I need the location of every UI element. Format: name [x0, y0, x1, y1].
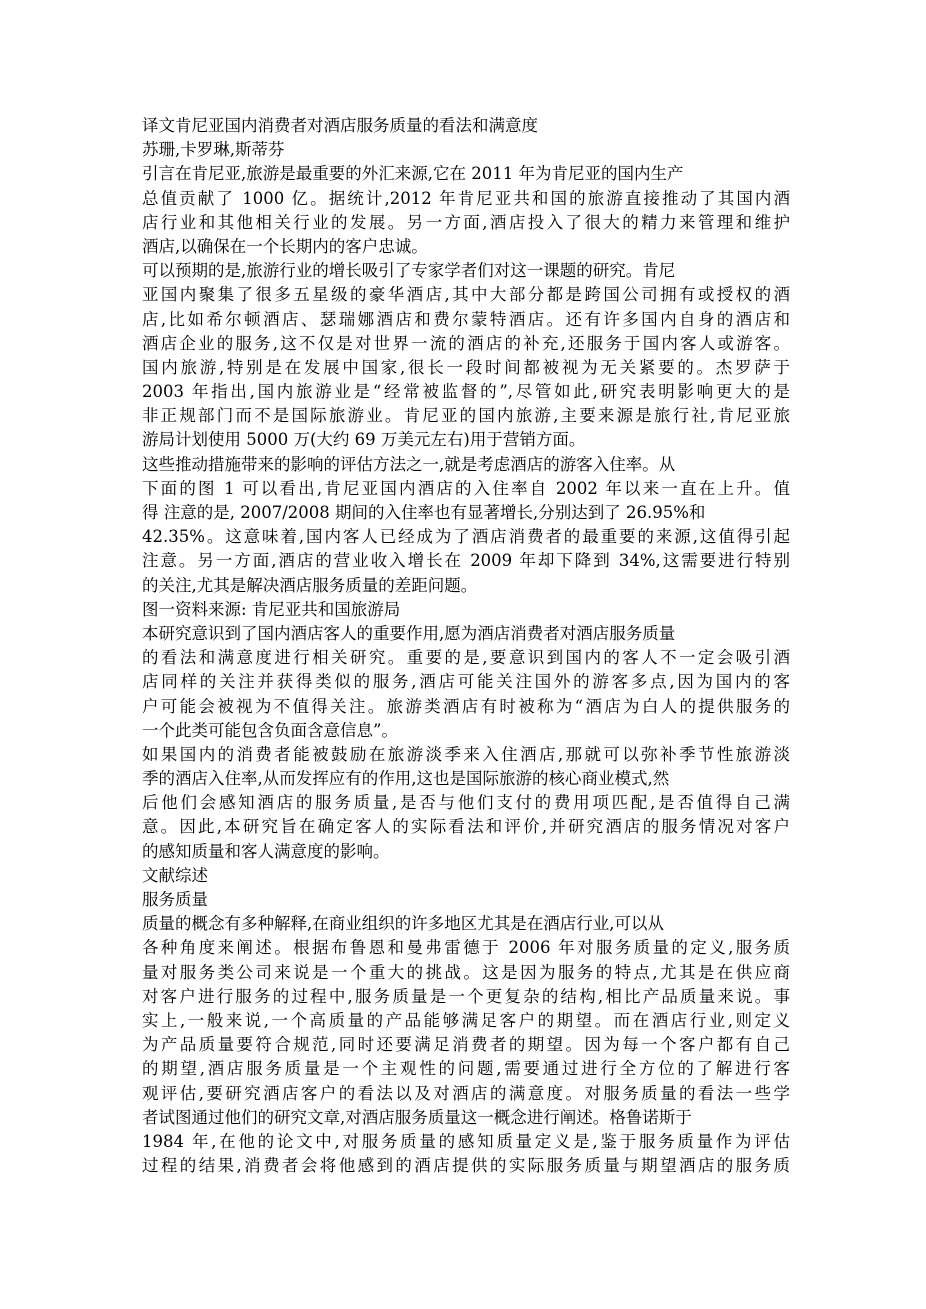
text-line: 如果国内的消费者能被鼓励在旅游淡季来入住酒店,那就可以弥补季节性旅游淡	[142, 744, 790, 764]
text-line: 实上,一般来说,一个高质量的产品能够满足客户的期望。而在酒店行业,则定义	[142, 1010, 790, 1030]
figure-caption: 图一资料来源: 肯尼亚共和国旅游局	[142, 599, 401, 619]
text-line: 酒店,以确保在一个长期内的客户忠诚。	[142, 236, 428, 256]
text-line: 得 注意的是, 2007/2008 期间的入住率也有显著增长,分别达到了 26.95%和	[142, 503, 706, 522]
document-authors: 苏珊,卡罗琳,斯蒂芬	[142, 140, 285, 160]
subsection-heading: 服务质量	[142, 890, 208, 909]
text-line: 这些推动措施带来的影响的评估方法之一,就是考虑酒店的游客入住率。从	[142, 454, 676, 474]
text-line: 总值贡献了 1000 亿。据统计,2012 年肯尼亚共和国的旅游直接推动了其国内酒	[142, 188, 790, 208]
text-line: 者试图通过他们的研究文章,对酒店服务质量这一概念进行阐述。格鲁诺斯于	[142, 1107, 692, 1127]
text-line: 意。因此,本研究旨在确定客人的实际看法和评价,并研究酒店的服务情况对客户	[142, 817, 790, 837]
text-line: 观评估,要研究酒店客户的看法以及对酒店的满意度。对服务质量的看法一些学	[142, 1083, 790, 1103]
text-line: 的期望,酒店服务质量是一个主观性的问题,需要通过进行全方位的了解进行客	[142, 1059, 790, 1079]
text-line: 后他们会感知酒店的服务质量,是否与他们支付的费用项匹配,是否值得自己满	[142, 793, 790, 813]
text-line: 可以预期的是,旅游行业的增长吸引了专家学者们对这一课题的研究。肯尼	[142, 261, 676, 281]
text-line: 的关注,尤其是解决酒店服务质量的差距问题。	[142, 575, 478, 595]
text-line: 的感知质量和客人满意度的影响。	[142, 841, 390, 861]
text-line: 42.35%。这意味着,国内客人已经成为了酒店消费者的最重要的来源,这值得引起	[142, 527, 790, 547]
text-line: 的看法和满意度进行相关研究。重要的是,要意识到国内的客人不一定会吸引酒	[142, 648, 790, 668]
text-line: 非正规部门而不是国际旅游业。肯尼亚的国内旅游,主要来源是旅行社,肯尼亚旅	[142, 406, 790, 426]
text-line: 注意。另一方面,酒店的营业收入增长在 2009 年却下降到 34%,这需要进行特别	[142, 551, 790, 571]
text-line: 本研究意识到了国内酒店客人的重要作用,愿为酒店消费者对酒店服务质量	[142, 623, 676, 643]
text-line: 店,比如希尔顿酒店、瑟瑞娜酒店和费尔蒙特酒店。还有许多国内自身的酒店和	[142, 309, 790, 329]
text-line: 国内旅游,特别是在发展中国家,很长一段时间都被视为无关紧要的。杰罗萨于	[142, 357, 790, 377]
text-line: 对客户进行服务的过程中,服务质量是一个更复杂的结构,相比产品质量来说。事	[142, 986, 790, 1006]
text-line: 引言在肯尼亚,旅游是最重要的外汇来源,它在 2011 年为肯尼亚的国内生产	[142, 164, 684, 184]
text-line: 下面的图 1 可以看出,肯尼亚国内酒店的入住率自 2002 年以来一直在上升。值	[142, 478, 790, 498]
document-page	[142, 114, 790, 1178]
text-line: 过程的结果,消费者会将他感到的酒店提供的实际服务质量与期望酒店的服务质	[142, 1156, 790, 1176]
text-line: 2003 年指出,国内旅游业是“经常被监督的”,尽管如此,研究表明影响更大的是	[142, 382, 790, 402]
text-line: 酒店企业的服务,这不仅是对世界一流的酒店的补充,还服务于国内客人或游客。	[142, 333, 790, 353]
document-title: 译文肯尼亚国内消费者对酒店服务质量的看法和满意度	[142, 116, 538, 135]
text-line: 店行业和其他相关行业的发展。另一方面,酒店投入了很大的精力来管理和维护	[142, 212, 790, 232]
text-line: 一个此类可能包含负面含意信息”。	[142, 720, 398, 740]
section-heading: 文献综述	[142, 865, 208, 885]
text-line: 量对服务类公司来说是一个重大的挑战。这是因为服务的特点,尤其是在供应商	[142, 962, 790, 982]
text-line: 各种角度来阐述。根据布鲁恩和曼弗雷德于 2006 年对服务质量的定义,服务质	[142, 938, 790, 958]
text-line: 户可能会被视为不值得关注。旅游类酒店有时被称为“酒店为白人的提供服务的	[142, 696, 790, 716]
text-line: 亚国内聚集了很多五星级的豪华酒店,其中大部分都是跨国公司拥有或授权的酒	[142, 285, 790, 305]
text-line: 1984 年,在他的论文中,对服务质量的感知质量定义是,鉴于服务质量作为评估	[142, 1131, 790, 1151]
text-line: 为产品质量要符合规范,同时还要满足消费者的期望。因为每一个客户都有自己	[142, 1035, 790, 1055]
text-line: 季的酒店入住率,从而发挥应有的作用,这也是国际旅游的核心商业模式,然	[142, 769, 670, 789]
text-line: 游局计划使用 5000 万(大约 69 万美元左右)用于营销方面。	[142, 430, 586, 450]
text-line: 店同样的关注并获得类似的服务,酒店可能关注国外的游客多点,因为国内的客	[142, 672, 790, 692]
text-line: 质量的概念有多种解释,在商业组织的许多地区尤其是在酒店行业,可以从	[142, 914, 664, 934]
